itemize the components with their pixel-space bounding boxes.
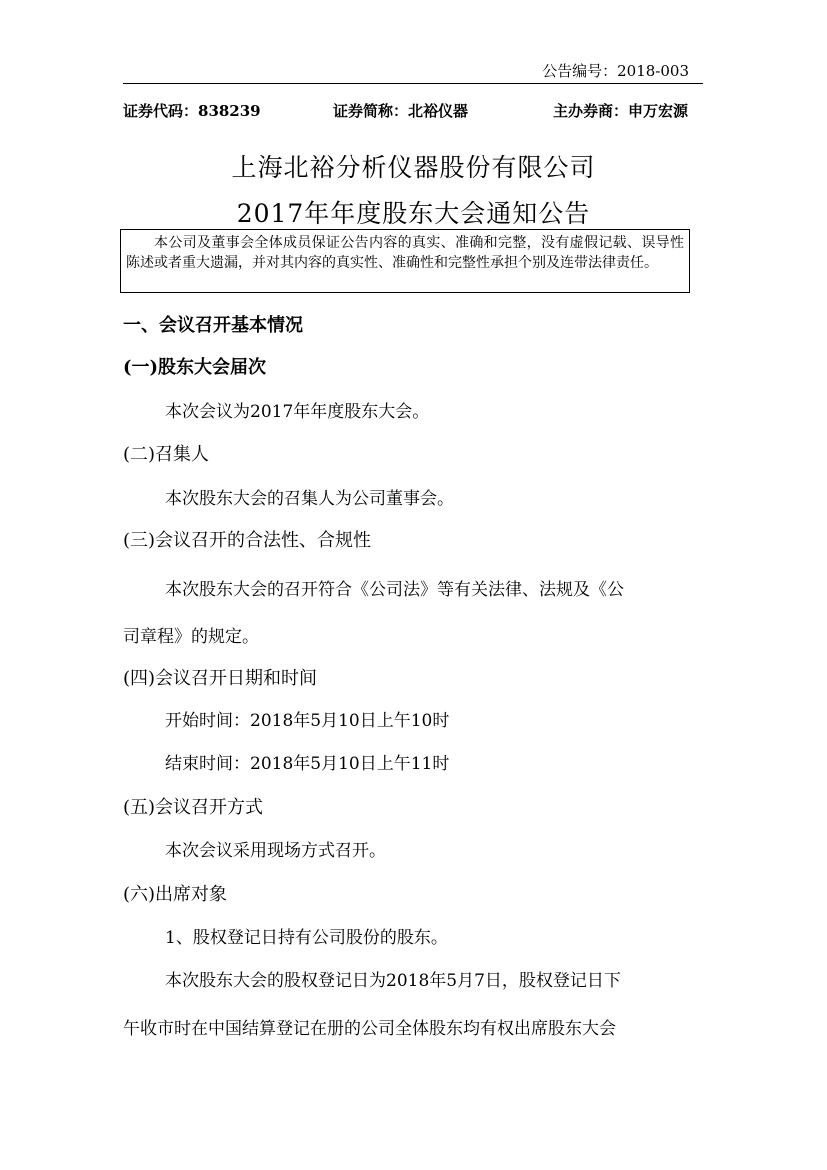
section-heading-basic-info: 一、会议召开基本情况 bbox=[123, 315, 303, 336]
subsection-heading-attendees: (六)出席对象 bbox=[123, 884, 228, 905]
subsection-heading-datetime: (四)会议召开日期和时间 bbox=[123, 668, 318, 689]
paragraph-legality-line2: 司章程》的规定。 bbox=[123, 627, 259, 647]
paragraph-record-date-line1: 本次股东大会的股权登记日为2018年5月7日，股权登记日下 bbox=[165, 971, 621, 991]
stock-code: 证券代码：838239 bbox=[123, 102, 261, 120]
disclaimer-box: 本公司及董事会全体成员保证公告内容的真实、准确和完整，没有虚假记载、误导性陈述或者重大遗漏，并对其内容的真实性、准确性和完整性承担个别及连带法律责任。 bbox=[120, 229, 690, 293]
attendee-item-1: 1、股权登记日持有公司股份的股东。 bbox=[165, 928, 448, 948]
paragraph-convener: 本次股东大会的召集人为公司董事会。 bbox=[165, 489, 454, 509]
announcement-number: 公告编号：2018-003 bbox=[542, 62, 689, 80]
end-time: 结束时间：2018年5月10日上午11时 bbox=[165, 754, 450, 774]
company-title: 上海北裕分析仪器股份有限公司 bbox=[231, 153, 596, 182]
start-time: 开始时间：2018年5月10日上午10时 bbox=[165, 711, 450, 731]
subsection-heading-session: (一)股东大会届次 bbox=[123, 357, 267, 378]
notice-title: 2017年年度股东大会通知公告 bbox=[236, 199, 591, 228]
paragraph-method: 本次会议采用现场方式召开。 bbox=[165, 841, 386, 861]
header-divider bbox=[123, 83, 703, 84]
paragraph-record-date-line2: 午收市时在中国结算登记在册的公司全体股东均有权出席股东大会 bbox=[123, 1019, 616, 1039]
subsection-heading-method: (五)会议召开方式 bbox=[123, 797, 264, 818]
subsection-heading-legality: (三)会议召开的合法性、合规性 bbox=[123, 530, 372, 551]
paragraph-legality-line1: 本次股东大会的召开符合《公司法》等有关法律、法规及《公 bbox=[165, 580, 624, 600]
paragraph-session: 本次会议为2017年年度股东大会。 bbox=[165, 402, 430, 422]
sponsor-broker: 主办券商：申万宏源 bbox=[553, 102, 689, 120]
stock-abbreviation: 证券简称：北裕仪器 bbox=[333, 102, 469, 120]
subsection-heading-convener: (二)召集人 bbox=[123, 444, 210, 465]
